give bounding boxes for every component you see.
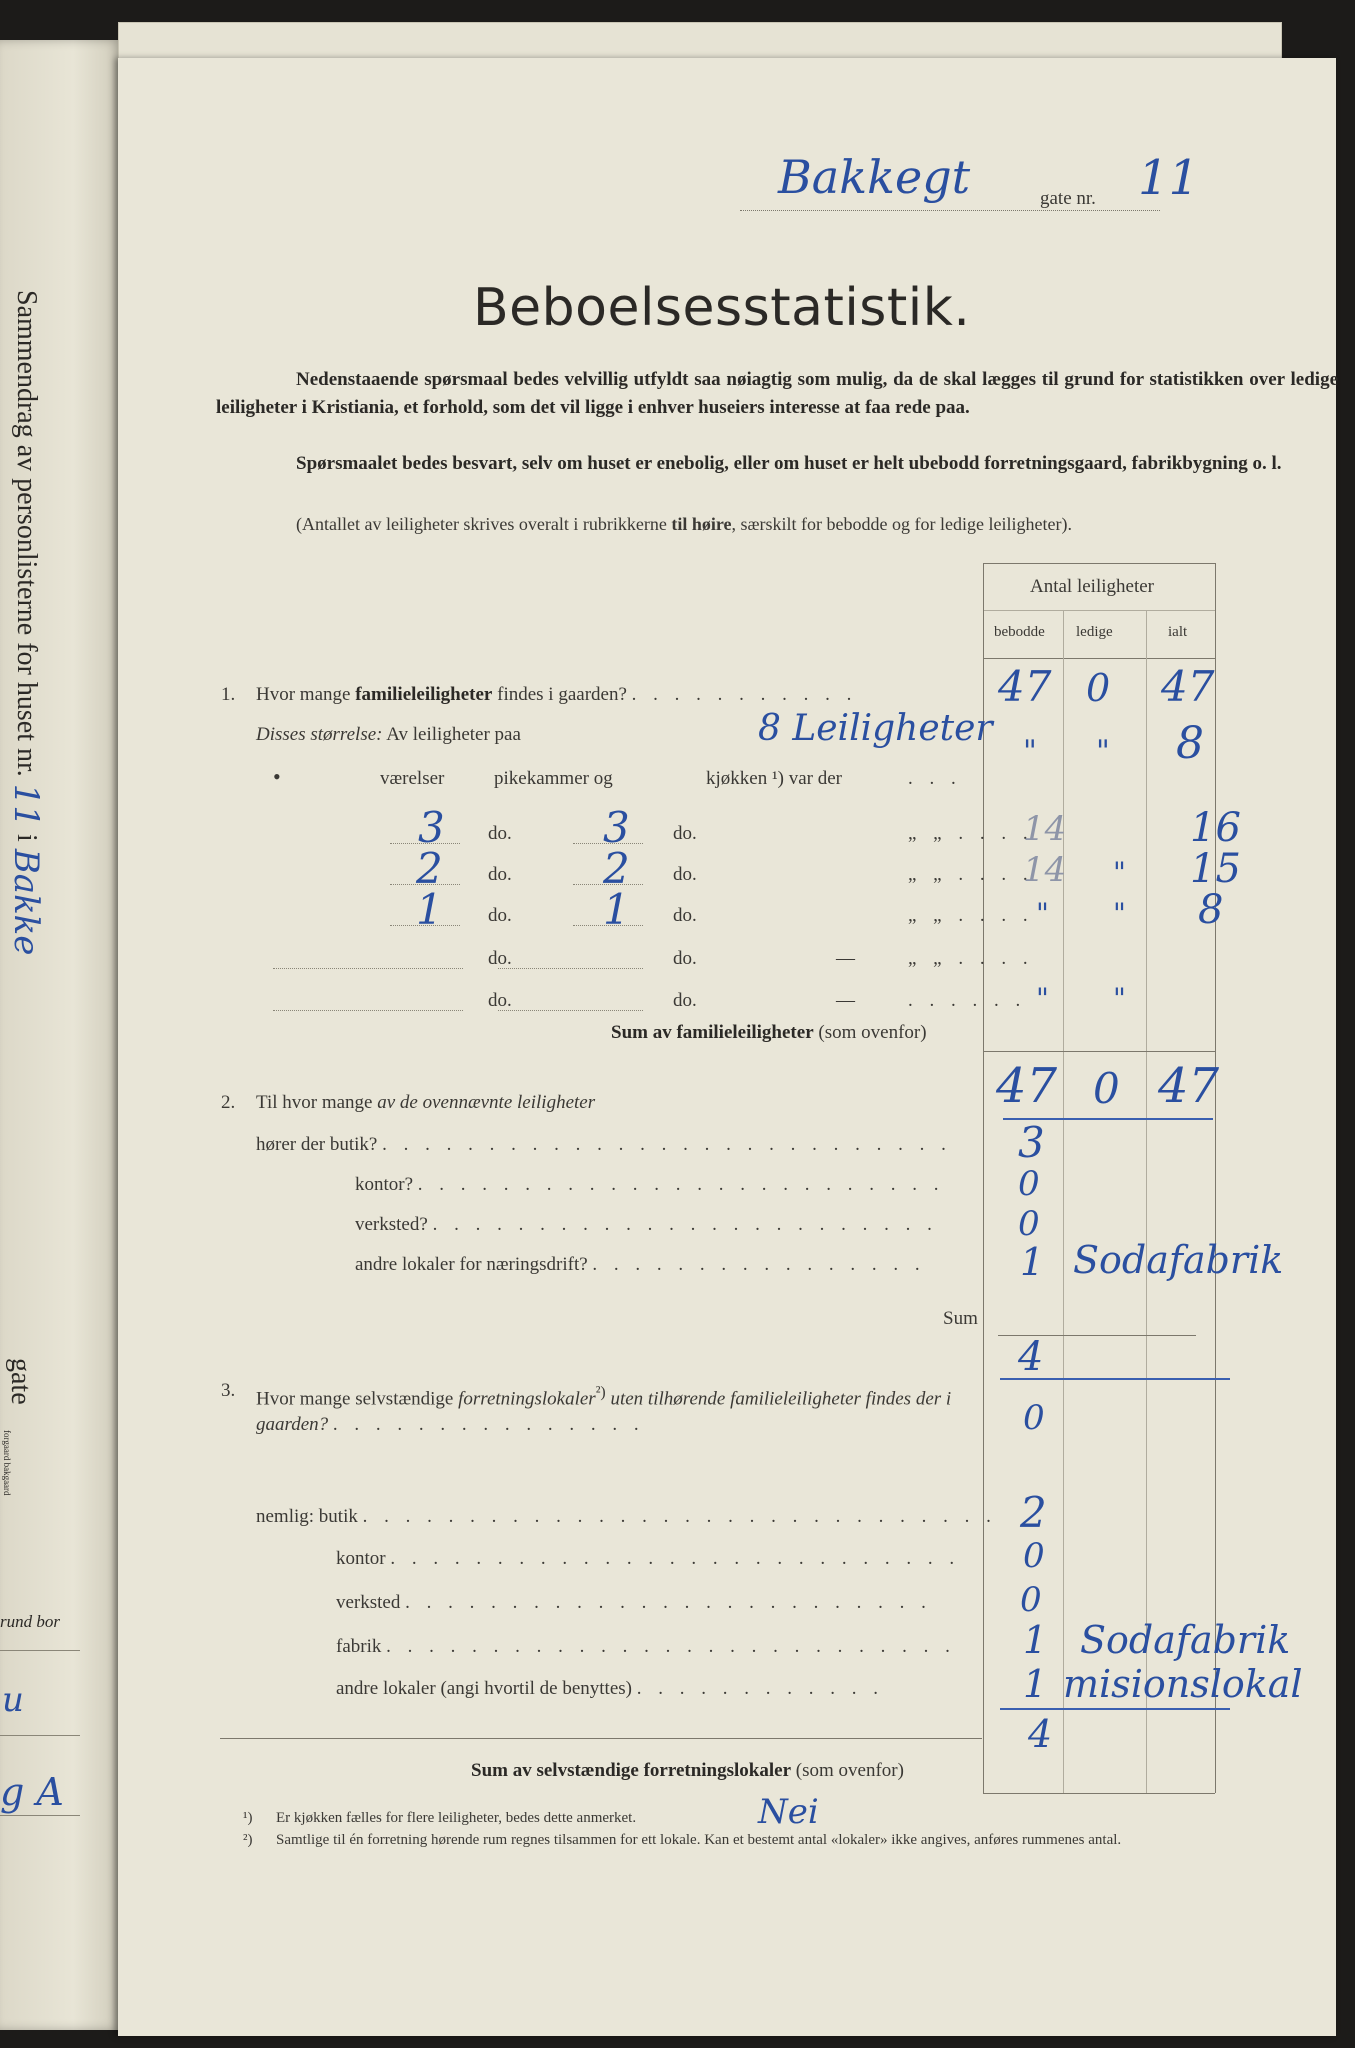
q2-kontor-hand: 0 (1018, 1164, 1040, 1204)
note-post: , særskilt for bebodde og for ledige leiligheter). (731, 514, 1072, 534)
footnote-2: Samtlige til én forretning hørende rum regnes tilsammen for ett lokale. Kan et bestemt antal «lokaler» ikke angives, anføres rummenes antal. (276, 1832, 1122, 1848)
item-label: andre lokaler for næringsdrift? (355, 1254, 588, 1275)
row-do-2: do. (673, 864, 697, 885)
left-rule (0, 1815, 80, 1816)
row-dots: . . . . . . (908, 990, 1027, 1011)
row-pike-hand: 3 (603, 803, 630, 852)
row-bebodde-hand: 14 (1023, 850, 1067, 890)
item-label: hører der butik? (256, 1134, 378, 1155)
row-vaerelser-hand: 1 (416, 885, 443, 934)
field-line (498, 968, 643, 969)
row-pike-hand: 2 (603, 844, 630, 893)
q2-bebodde-hand: 47 (996, 1058, 1058, 1114)
col-kjokken: kjøkken ¹) var der (706, 768, 843, 789)
field-line (573, 884, 643, 885)
q3-sum-post: (som ovenfor) (791, 1760, 904, 1781)
q1-sum-post: (som ovenfor) (813, 1022, 927, 1043)
q3-text-pre: Hvor mange selvstændige (256, 1388, 459, 1410)
q2-text-italic: av de ovennævnte leiligheter (377, 1092, 596, 1113)
house-number-hand: 11 (1138, 150, 1200, 206)
q1-size-bebodde-hand: " (1023, 734, 1037, 769)
row-do-2: do. (673, 948, 697, 969)
intro-paragraph-1: Nedenstaaende spørsmaal bedes velvillig utfyldt saa nøiagtig som mulig, da de skal lægges til grund for statistikken over ledige leiligheter i Kristiania, et forhold, som det vil ligge i enhver huseiers interesse at faa rede paa. (216, 369, 1338, 418)
q2-item-verksted: verksted? . . . . . . . . . . . . . . . . . . . . . . . . (355, 1214, 938, 1235)
row-do-1: do. (488, 864, 512, 885)
q2-item-andre: andre lokaler for næringsdrift? . . . . . . . . . . . . . . . . (355, 1254, 926, 1275)
col-ledige: ledige (1076, 624, 1113, 640)
col-pikekammer: pikekammer og (494, 768, 613, 789)
row-dash: — (836, 948, 855, 969)
left-hand-tail-1: u (2, 1680, 24, 1720)
row-dots: „ „ . . . . (908, 823, 1034, 844)
row-ialt-hand: 15 (1190, 846, 1241, 892)
q1-size-ledige-hand: " (1096, 734, 1110, 769)
q2-andre-note-hand: Sodafabrik (1073, 1238, 1284, 1282)
q3-fabrik-hand: 1 (1023, 1618, 1048, 1662)
note-pre: (Antallet av leiligheter skrives overalt i rubrikkerne (296, 514, 672, 534)
q2-sum-blue-line (1000, 1378, 1230, 1380)
row-ialt-hand: 16 (1190, 805, 1241, 851)
col-bebodde: bebodde (994, 624, 1045, 640)
row-dots: „ „ . . . . (908, 864, 1034, 885)
page-title: Beboelsesstatistik. (473, 278, 971, 338)
field-line (390, 843, 460, 844)
gate-nr-label: gate nr. (1040, 188, 1096, 209)
q1-ledige-hand: 0 (1086, 666, 1111, 710)
q2-text-pre: Til hvor mange (256, 1092, 378, 1113)
q3-sum (471, 1760, 904, 1782)
q3-item-andre: andre lokaler (angi hvortil de benyttes) . . . . . . . . . . . . (336, 1678, 884, 1699)
street-name-hand: Bakkegt (778, 150, 971, 204)
q1-text-post: findes i gaarden? (492, 684, 627, 705)
intro-note (216, 510, 1338, 538)
vertical-text: Sammendrag av personlisterne for huset nr. (11, 290, 42, 777)
row-do-2: do. (673, 905, 697, 926)
q1-size-hand: 8 Leiligheter (758, 708, 993, 749)
field-line (273, 1010, 463, 1011)
q3-andre-hand: 1 (1023, 1662, 1048, 1706)
size-bullet: • (273, 764, 281, 789)
q3-question: Hvor mange selvstændige forretningslokaler$^{^2)}$ uten tilhørende familieleiligheter findes der i gaarden? . . . . . . . . . . . . . . . (256, 1384, 952, 1436)
footnote-1-mark: ¹) (243, 1810, 253, 1826)
table-top-rule (983, 563, 1215, 564)
vertical-hand-street: Bakke (6, 848, 46, 956)
row-bebodde-hand: 14 (1023, 809, 1067, 849)
table-right-border (1215, 563, 1216, 1793)
q3-text-sup: ²) (595, 1384, 606, 1401)
note-bold: til høire (671, 514, 732, 534)
left-rule (0, 1650, 80, 1651)
field-line (573, 843, 643, 844)
field-line (498, 1010, 643, 1011)
row-do-1: do. (488, 823, 512, 844)
q3-item-butik: nemlig: butik . . . . . . . . . . . . . . . . . . . . . . . . . . . . . . (256, 1506, 997, 1527)
footnote-1-hand: Nei (758, 1792, 819, 1832)
item-label: nemlig: butik (256, 1506, 358, 1527)
kjokken-dots: . . . (908, 768, 962, 789)
vertical-i: i (11, 834, 42, 842)
row-pike-hand: 1 (603, 885, 630, 934)
q2-sum-hand: 4 (1018, 1334, 1044, 1380)
row-ledige-hand: " (1113, 897, 1126, 930)
q2-butik-hand: 3 (1018, 1118, 1045, 1167)
q3-item-verksted: verksted . . . . . . . . . . . . . . . . . . . . . . . . . (336, 1592, 932, 1613)
q1-size-ialt-hand: 8 (1176, 718, 1204, 769)
q1-ialt-hand: 47 (1161, 662, 1215, 711)
row-vaerelser-hand: 2 (416, 844, 443, 893)
left-vertical-heading (6, 290, 46, 955)
q3-blue-underline (1000, 1708, 1230, 1710)
row-do-1: do. (488, 948, 512, 969)
q2-ledige-hand: 0 (1093, 1064, 1120, 1113)
footnote-2-mark: ²) (243, 1832, 253, 1848)
row-ialt-hand: 8 (1198, 887, 1224, 933)
q1-size-label (256, 724, 521, 746)
row-dash: — (836, 990, 855, 1011)
col-vaerelser: værelser (380, 768, 445, 789)
row-do-2: do. (673, 823, 697, 844)
left-folded-page (0, 40, 122, 2030)
row-do-1: do. (488, 905, 512, 926)
row-dots: „ „ . . . . (908, 948, 1034, 969)
q1-sum (611, 1022, 927, 1044)
field-line (273, 968, 463, 969)
row-bebodde-hand: " (1036, 897, 1049, 930)
q3-text-italic-1: forretningslokaler (458, 1388, 596, 1410)
row-ledige-hand: " (1113, 856, 1126, 889)
row-dots: „ „ . . . . (908, 905, 1034, 926)
q3-number: 3. (221, 1380, 236, 1401)
row-do-2: do. (673, 990, 697, 1011)
item-label: andre lokaler (angi hvortil de benyttes) (336, 1678, 632, 1699)
left-rule (0, 1735, 80, 1736)
q3-item-kontor: kontor . . . . . . . . . . . . . . . . . . . . . . . . . . . (336, 1548, 961, 1569)
vertical-hand-number: 11 (6, 783, 46, 828)
q2-item-kontor: kontor? . . . . . . . . . . . . . . . . . . . . . . . . . (355, 1174, 945, 1195)
q2-verksted-hand: 0 (1018, 1204, 1040, 1244)
item-label: fabrik (336, 1636, 382, 1657)
table-title: Antal leiligheter (1030, 576, 1154, 597)
size-label-italic: Disses størrelse: (256, 724, 383, 745)
q3-answer-hand: 0 (1023, 1398, 1045, 1438)
field-line (390, 884, 460, 885)
left-small-label: forgaard bakgaard (2, 1430, 12, 1496)
row-ledige-hand: " (1113, 982, 1126, 1015)
q3-kontor-hand: 0 (1023, 1536, 1045, 1576)
q3-sum-hand: 4 (1028, 1712, 1053, 1756)
table-header-bottom-rule (983, 658, 1215, 659)
q1-sum-bold: Sum av familieleiligheter (611, 1022, 814, 1043)
q2-item-butik: hører der butik? . . . . . . . . . . . . . . . . . . . . . . . . . . . (256, 1134, 952, 1155)
item-label: verksted? (355, 1214, 428, 1235)
q2-andre-hand: 1 (1020, 1240, 1045, 1284)
intro-paragraph-2: Spørsmaalet bedes besvart, selv om huset er enebolig, eller om huset er helt ubebodd forretningsgaard, fabrikbygning o. l. (296, 453, 1282, 474)
q2-sum-label: Sum (943, 1308, 978, 1329)
street-line (740, 210, 1160, 211)
row-bebodde-hand: " (1036, 982, 1049, 1015)
q1-text-pre: Hvor mange (256, 684, 356, 705)
left-gate-label: gate (5, 1358, 36, 1405)
q2-ialt-hand: 47 (1158, 1058, 1220, 1114)
q3-separator-rule (220, 1738, 982, 1739)
q1-question: Hvor mange familieleiligheter findes i gaarden? . . . . . . . . . . . (256, 684, 858, 705)
row-do-1: do. (488, 990, 512, 1011)
q3-item-fabrik: fabrik . . . . . . . . . . . . . . . . . . . . . . . . . . . (336, 1636, 956, 1657)
table-bottom-rule (983, 1793, 1215, 1794)
item-label: kontor (336, 1548, 386, 1569)
left-grund-label: rund bor (0, 1612, 60, 1631)
q3-fabrik-note-hand: Sodafabrik (1080, 1618, 1291, 1662)
q3-sum-bold: Sum av selvstændige forretningslokaler (471, 1760, 792, 1781)
table-col-divider (1146, 610, 1147, 1793)
row-vaerelser-hand: 3 (418, 803, 445, 852)
q3-butik-hand: 2 (1020, 1488, 1047, 1537)
q1-text-bold: familieleiligheter (355, 684, 493, 705)
q1-number: 1. (221, 684, 236, 705)
field-line (573, 925, 643, 926)
size-label: Av leiligheter paa (386, 724, 521, 745)
table-col-divider (1063, 610, 1064, 1793)
table-sub-rule (983, 610, 1215, 611)
col-ialt: ialt (1168, 624, 1188, 640)
item-label: kontor? (355, 1174, 414, 1195)
field-line (390, 925, 460, 926)
q3-andre-note-hand: misionslokal (1063, 1662, 1303, 1706)
q1-bebodde-hand: 47 (998, 662, 1052, 711)
q3-text-italic-2: uten tilhørende familieleiligheter findes der i gaarden? (256, 1388, 952, 1436)
footnote-1: Er kjøkken fælles for flere leiligheter, bedes dette anmerket. (276, 1810, 637, 1826)
q2-question (256, 1092, 595, 1114)
form-sheet (118, 58, 1336, 2036)
q1-sum-rule (983, 1051, 1215, 1052)
q3-verksted-hand: 0 (1020, 1580, 1042, 1620)
item-label: verksted (336, 1592, 401, 1613)
q2-number: 2. (221, 1092, 236, 1113)
left-hand-tail-2: g A (0, 1770, 64, 1814)
